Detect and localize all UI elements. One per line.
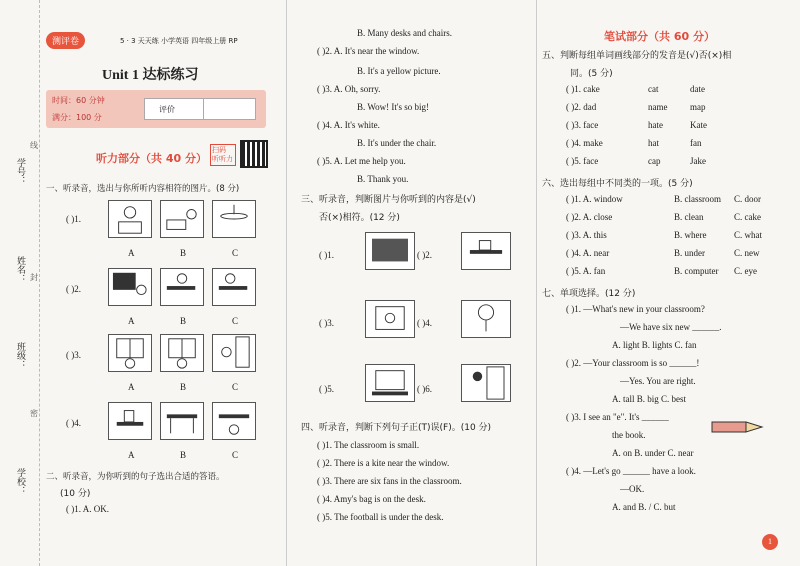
s6-item: ( )5. A. fan xyxy=(566,266,606,276)
picture-1a xyxy=(108,200,152,238)
label-b: B xyxy=(180,316,187,326)
section-2-instruction: 二、听录音，为你听到的句子选出合适的答语。 xyxy=(46,472,225,482)
s3-q1: ( )1. xyxy=(319,250,334,260)
section-3-instruction-2: 否(×)相符。(12 分) xyxy=(319,213,400,223)
picture-3c xyxy=(212,334,256,372)
s1-q3: ( )3. xyxy=(66,350,81,360)
s6-item: C. door xyxy=(734,194,761,204)
label-c: C xyxy=(232,316,239,326)
evaluation-label: 评价 xyxy=(159,105,175,114)
s3-q4: ( )4. xyxy=(417,318,432,328)
s5-word: hat xyxy=(648,138,659,148)
s2-line: B. It's a yellow picture. xyxy=(357,66,441,76)
label-c: C xyxy=(232,450,239,460)
s1-q2: ( )2. xyxy=(66,284,81,294)
section-2-points: (10 分) xyxy=(60,489,91,499)
s4-line: ( )1. The classroom is small. xyxy=(317,440,420,450)
picture-3b xyxy=(160,334,204,372)
class-label: 班级： xyxy=(15,342,25,369)
s6-item: C. what xyxy=(734,230,762,240)
s2-line: B. Thank you. xyxy=(357,174,409,184)
time-limit: 时间：60 分钟 xyxy=(52,96,105,105)
s6-item: B. computer xyxy=(674,266,719,276)
picture-girl-door xyxy=(461,364,511,402)
column-divider xyxy=(536,0,537,566)
student-number-label: 学号： xyxy=(15,158,25,185)
scan-label: 扫码 听听力 xyxy=(210,144,236,166)
s4-line: ( )5. The football is under the desk. xyxy=(317,512,444,522)
name-label: 姓名： xyxy=(15,256,25,283)
s6-item: B. where xyxy=(674,230,707,240)
listening-section-header: 听力部分（共 40 分） xyxy=(96,152,207,165)
s4-line: ( )4. Amy's bag is on the desk. xyxy=(317,494,426,504)
picture-4a xyxy=(108,402,152,440)
s6-item: B. clean xyxy=(674,212,704,222)
section-5-instruction: 五、判断每组单词画线部分的发音是(√)否(×)相 xyxy=(542,51,732,61)
pencil-box-icon xyxy=(710,412,766,438)
s7-line: ( )3. I see an "e". It's ______ xyxy=(566,412,669,422)
page-number: 1 xyxy=(762,534,778,550)
s2-line: B. Wow! It's so big! xyxy=(357,102,429,112)
s3-q5: ( )5. xyxy=(319,384,334,394)
picture-blackboard xyxy=(365,232,415,270)
label-b: B xyxy=(180,382,187,392)
s5-word: date xyxy=(690,84,705,94)
label-b: B xyxy=(180,450,187,460)
s6-item: B. under xyxy=(674,248,705,258)
s6-item: C. eye xyxy=(734,266,757,276)
s2-line: ( )4. A. It's white. xyxy=(317,120,380,130)
s6-item: C. new xyxy=(734,248,760,258)
label-b: B xyxy=(180,248,187,258)
picture-1b xyxy=(160,200,204,238)
page-title: Unit 1 达标练习 xyxy=(102,68,199,83)
picture-2b xyxy=(160,268,204,306)
section-6-instruction: 六、选出每组中不同类的一项。(5 分) xyxy=(542,179,693,189)
s5-word: ( )2. dad xyxy=(566,102,597,112)
s2-line: ( )2. A. It's near the window. xyxy=(317,46,420,56)
binding-margin xyxy=(0,0,40,566)
picture-computer xyxy=(365,364,415,402)
s5-word: map xyxy=(690,102,706,112)
column-3 xyxy=(540,0,790,566)
s2-line: B. It's under the chair. xyxy=(357,138,437,148)
section-5-instruction-2: 同。(5 分) xyxy=(570,69,613,79)
s7-line: ( )4. —Let's go ______ have a look. xyxy=(566,466,696,476)
s5-word: ( )1. cake xyxy=(566,84,600,94)
label-a: A xyxy=(128,248,135,258)
seal-mi-char: 密 xyxy=(30,409,38,418)
column-2 xyxy=(293,0,533,566)
s7-line: —We have six new ______. xyxy=(620,322,722,332)
picture-3a xyxy=(108,334,152,372)
full-score: 满分：100 分 xyxy=(52,113,102,122)
s6-item: C. cake xyxy=(734,212,761,222)
s2-line: ( )5. A. Let me help you. xyxy=(317,156,406,166)
s7-line: A. tall B. big C. best xyxy=(612,394,686,404)
picture-4b xyxy=(160,402,204,440)
s6-item: B. classroom xyxy=(674,194,721,204)
s5-word: hate xyxy=(648,120,663,130)
info-box xyxy=(46,90,266,128)
s2-q1: ( )1. A. OK. xyxy=(66,504,109,514)
seal-line-char: 线 xyxy=(30,141,38,150)
s7-line: —Yes. You are right. xyxy=(620,376,696,386)
section-1-instruction: 一、听录音，选出与你所听内容相符的图片。(8 分) xyxy=(46,184,240,194)
label-a: A xyxy=(128,450,135,460)
s7-line: the book. xyxy=(612,430,646,440)
picture-4c xyxy=(212,402,256,440)
picture-wall-picture xyxy=(365,300,415,338)
writing-section-header: 笔试部分（共 60 分） xyxy=(604,30,715,43)
label-a: A xyxy=(128,382,135,392)
s7-line: A. and B. / C. but xyxy=(612,502,676,512)
s2-line: ( )3. A. Oh, sorry. xyxy=(317,84,381,94)
column-divider xyxy=(286,0,287,566)
seal-feng-char: 封 xyxy=(30,273,38,282)
s5-word: Jake xyxy=(690,156,706,166)
s5-word: ( )5. face xyxy=(566,156,599,166)
s6-item: ( )4. A. near xyxy=(566,248,610,258)
s3-q6: ( )6. xyxy=(417,384,432,394)
s7-line: ( )1. —What's new in your classroom? xyxy=(566,304,705,314)
s5-word: fan xyxy=(690,138,702,148)
s5-word: name xyxy=(648,102,668,112)
section-7-instruction: 七、单项选择。(12 分) xyxy=(542,289,636,299)
s5-word: ( )3. face xyxy=(566,120,599,130)
s6-item: ( )2. A. close xyxy=(566,212,613,222)
s5-word: ( )4. make xyxy=(566,138,603,148)
s4-line: ( )2. There is a kite near the window. xyxy=(317,458,450,468)
label-c: C xyxy=(232,248,239,258)
series-info: 5 · 3 天天练 小学英语 四年级上册 RP xyxy=(120,37,238,45)
s3-q3: ( )3. xyxy=(319,318,334,328)
s6-item: ( )3. A. this xyxy=(566,230,607,240)
picture-2a xyxy=(108,268,152,306)
test-badge: 测评卷 xyxy=(46,32,85,49)
s1-q1: ( )1. xyxy=(66,214,81,224)
school-label: 学校： xyxy=(15,468,25,495)
s3-q2: ( )2. xyxy=(417,250,432,260)
picture-1c xyxy=(212,200,256,238)
picture-desk-bag xyxy=(461,232,511,270)
s2-line: B. Many desks and chairs. xyxy=(357,28,452,38)
label-a: A xyxy=(128,316,135,326)
picture-fan xyxy=(461,300,511,338)
s1-q4: ( )4. xyxy=(66,418,81,428)
picture-2c xyxy=(212,268,256,306)
s7-line: A. light B. lights C. fan xyxy=(612,340,697,350)
s7-line: ( )2. —Your classroom is so ______! xyxy=(566,358,700,368)
s6-item: ( )1. A. window xyxy=(566,194,623,204)
evaluation-box xyxy=(144,98,256,120)
label-c: C xyxy=(232,382,239,392)
column-1 xyxy=(40,0,282,566)
s7-line: —OK. xyxy=(620,484,645,494)
s7-line: A. on B. under C. near xyxy=(612,448,694,458)
section-4-instruction: 四、听录音，判断下列句子正(T)误(F)。(10 分) xyxy=(301,423,492,433)
s5-word: cap xyxy=(648,156,661,166)
qr-code-icon[interactable] xyxy=(240,140,268,168)
s5-word: Kate xyxy=(690,120,707,130)
s5-word: cat xyxy=(648,84,659,94)
section-3-instruction: 三、听录音，判断图片与你听到的内容是(√) xyxy=(301,195,476,205)
s4-line: ( )3. There are six fans in the classroom. xyxy=(317,476,462,486)
